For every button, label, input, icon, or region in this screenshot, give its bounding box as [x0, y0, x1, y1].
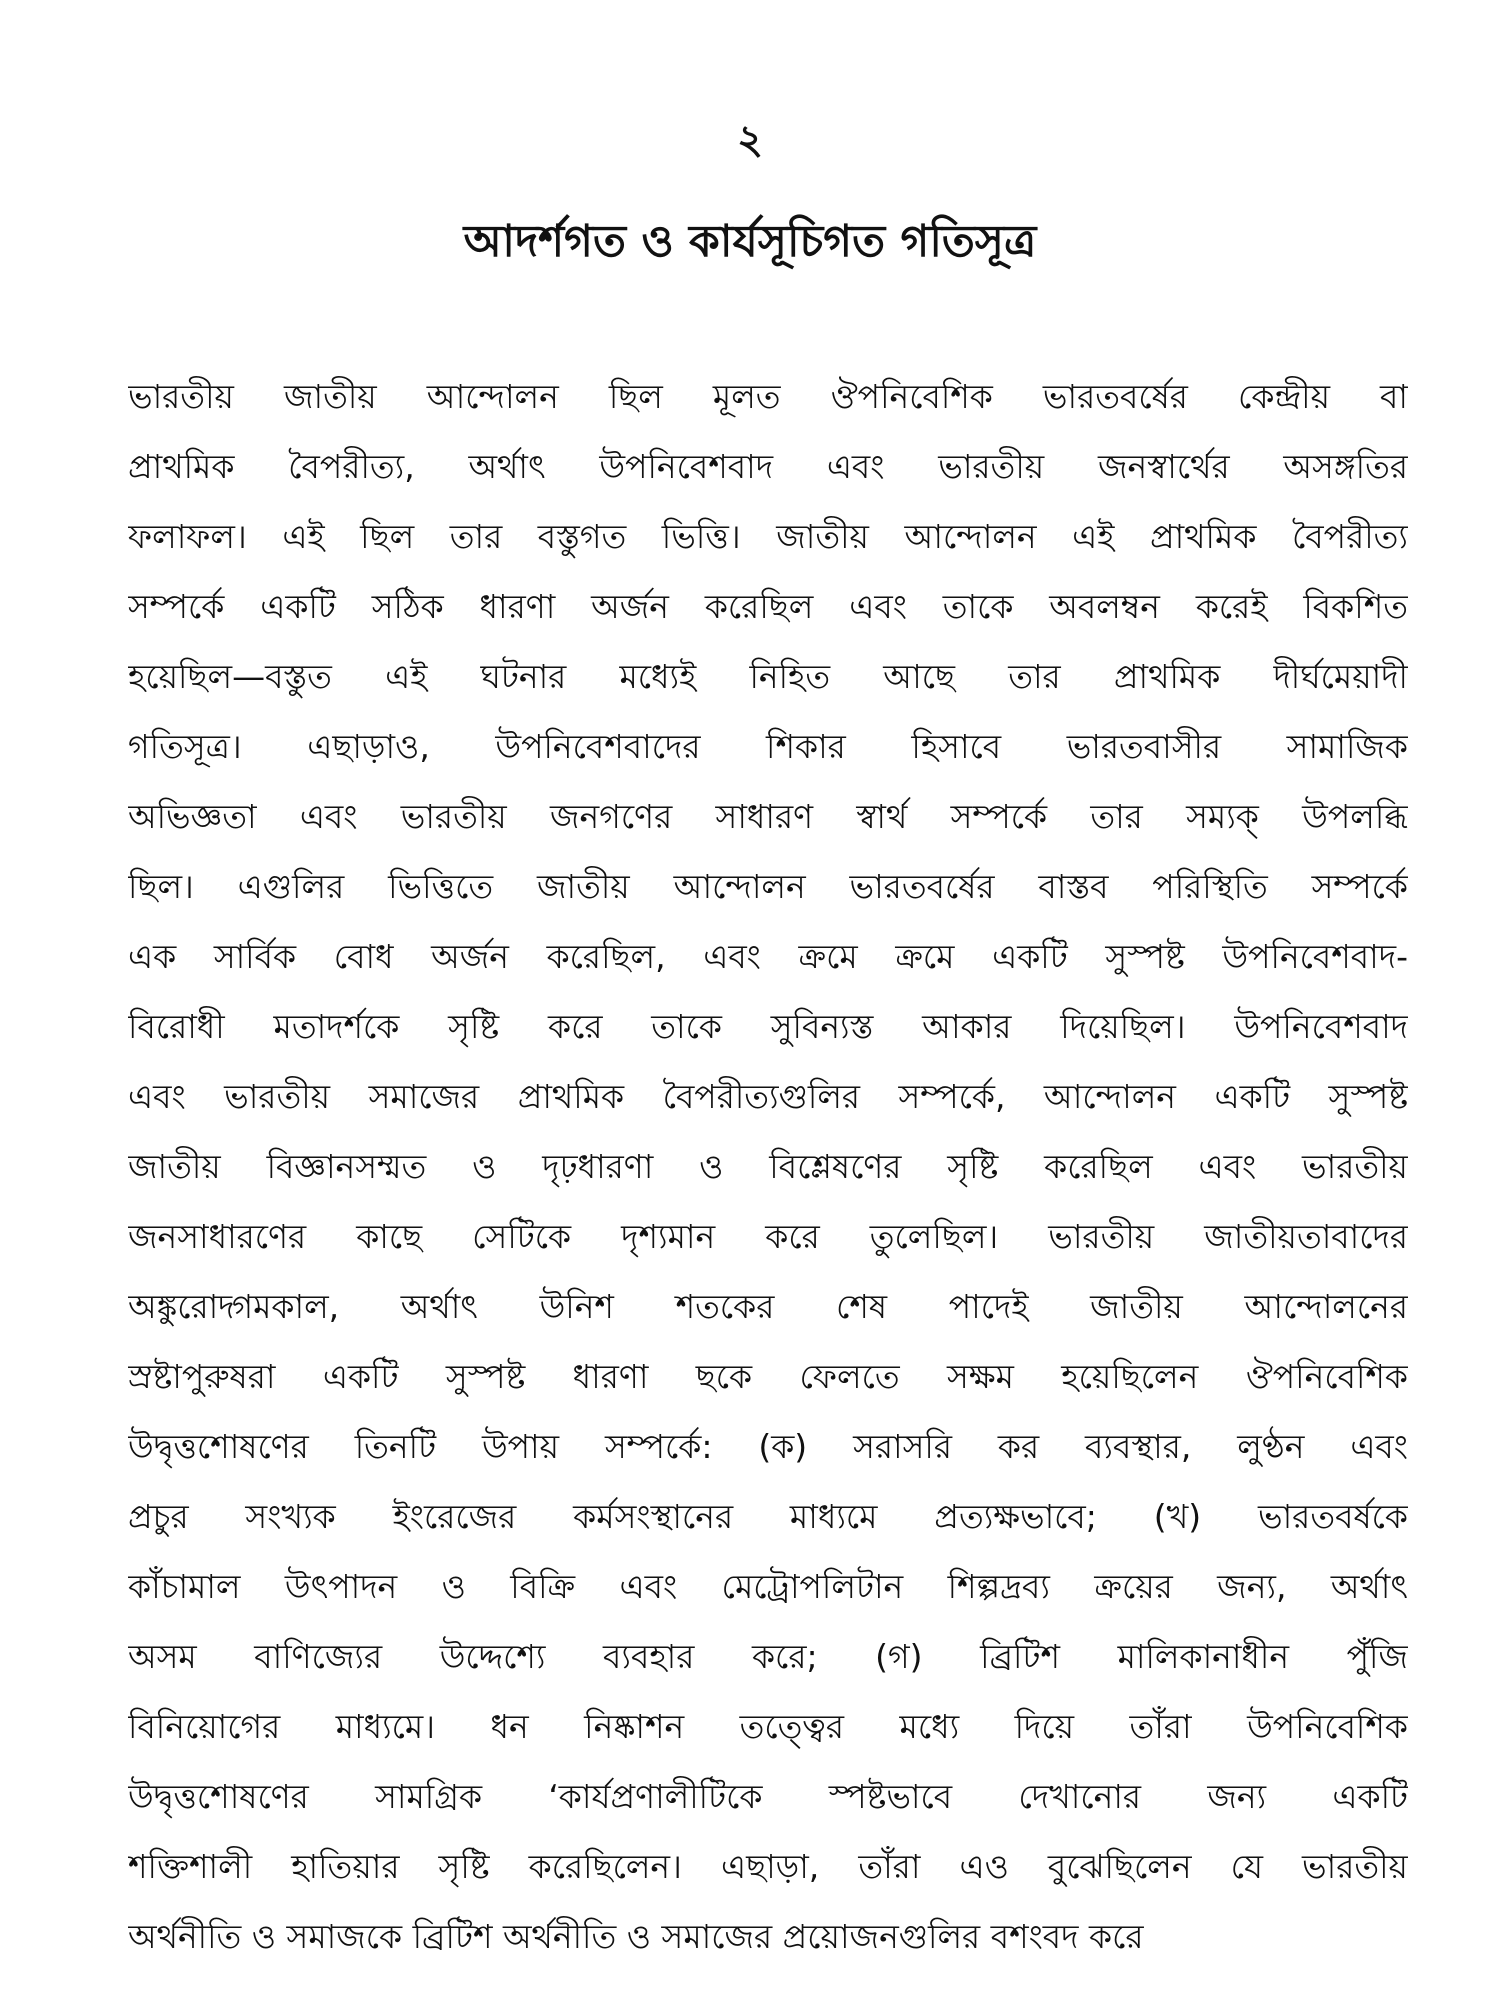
- text-line: জনসাধারণের কাছে সেটিকে দৃশ্যমান করে তুলেছিল। ভারতীয় জাতীয়তাবাদের: [128, 1217, 1408, 1256]
- chapter-title: আদর্শগত ও কার্যসূচিগত গতিসূত্র: [463, 216, 1037, 267]
- text-line: অঙ্কুরোদ্গমকাল, অর্থাৎ উনিশ শতকের শেষ পাদেই জাতীয় আন্দোলনের: [128, 1287, 1408, 1326]
- text-line: ছিল। এগুলির ভিত্তিতে জাতীয় আন্দোলন ভারতবর্ষের বাস্তব পরিস্থিতি সম্পর্কে: [128, 867, 1408, 906]
- text-line: উদ্বৃত্তশোষণের তিনটি উপায় সম্পর্কে: (ক) সরাসরি কর ব্যবস্থার, লুণ্ঠন এবং: [128, 1427, 1408, 1466]
- body-text: [128, 362, 1408, 1972]
- text-line: প্রচুর সংখ্যক ইংরেজের কর্মসংস্থানের মাধ্যমে প্রত্যক্ষভাবে; (খ) ভারতবর্ষকে: [128, 1497, 1408, 1536]
- text-line: শক্তিশালী হাতিয়ার সৃষ্টি করেছিলেন। এছাড়া, তাঁরা এও বুঝেছিলেন যে ভারতীয়: [128, 1847, 1408, 1886]
- text-line: বিরোধী মতাদর্শকে সৃষ্টি করে তাকে সুবিন্যস্ত আকার দিয়েছিল। উপনিবেশবাদ: [128, 1007, 1408, 1046]
- text-line: বিনিয়োগের মাধ্যমে। ধন নিষ্কাশন তত্ত্বের মধ্যে দিয়ে তাঁরা উপনিবেশিক: [128, 1707, 1408, 1746]
- text-line: অর্থনীতি ও সমাজকে ব্রিটিশ অর্থনীতি ও সমাজের প্রয়োজনগুলির বশংবদ করে: [128, 1917, 1144, 1956]
- text-line: এক সার্বিক বোধ অর্জন করেছিল, এবং ক্রমে ক্রমে একটি সুস্পষ্ট উপনিবেশবাদ-: [128, 937, 1408, 976]
- text-line: গতিসূত্র। এছাড়াও, উপনিবেশবাদের শিকার হিসাবে ভারতবাসীর সামাজিক: [128, 727, 1408, 766]
- text-line: ফলাফল। এই ছিল তার বস্তুগত ভিত্তি। জাতীয় আন্দোলন এই প্রাথমিক বৈপরীত্য: [128, 517, 1408, 556]
- text-line: উদ্বৃত্তশোষণের সামগ্রিক ‘কার্যপ্রণালীটিকে স্পষ্টভাবে দেখানোর জন্য একটি: [128, 1777, 1408, 1816]
- text-line: স্রষ্টাপুরুষরা একটি সুস্পষ্ট ধারণা ছকে ফেলতে সক্ষম হয়েছিলেন ঔপনিবেশিক: [128, 1357, 1408, 1396]
- text-line: অসম বাণিজ্যের উদ্দেশ্যে ব্যবহার করে; (গ) ব্রিটিশ মালিকানাধীন পুঁজি: [128, 1637, 1408, 1676]
- text-line: কাঁচামাল উৎপাদন ও বিক্রি এবং মেট্রোপলিটান শিল্পদ্রব্য ক্রয়ের জন্য, অর্থাৎ: [128, 1567, 1408, 1606]
- text-line: হয়েছিল—বস্তুত এই ঘটনার মধ্যেই নিহিত আছে তার প্রাথমিক দীর্ঘমেয়াদী: [128, 657, 1408, 696]
- text-line: অভিজ্ঞতা এবং ভারতীয় জনগণের সাধারণ স্বার্থ সম্পর্কে তার সম্যক্ উপলব্ধি: [128, 797, 1408, 836]
- text-line: এবং ভারতীয় সমাজের প্রাথমিক বৈপরীত্যগুলির সম্পর্কে, আন্দোলন একটি সুস্পষ্ট: [128, 1077, 1408, 1116]
- text-line: জাতীয় বিজ্ঞানসম্মত ও দৃঢ়ধারণা ও বিশ্লেষণের সৃষ্টি করেছিল এবং ভারতীয়: [128, 1147, 1408, 1186]
- text-line: প্রাথমিক বৈপরীত্য, অর্থাৎ উপনিবেশবাদ এবং ভারতীয় জনস্বার্থের অসঙ্গতির: [128, 447, 1408, 486]
- page-number: ২: [736, 117, 763, 163]
- text-line: সম্পর্কে একটি সঠিক ধারণা অর্জন করেছিল এবং তাকে অবলম্বন করেই বিকশিত: [128, 587, 1408, 626]
- text-line: ভারতীয় জাতীয় আন্দোলন ছিল মূলত ঔপনিবেশিক ভারতবর্ষের কেন্দ্রীয় বা: [128, 377, 1408, 416]
